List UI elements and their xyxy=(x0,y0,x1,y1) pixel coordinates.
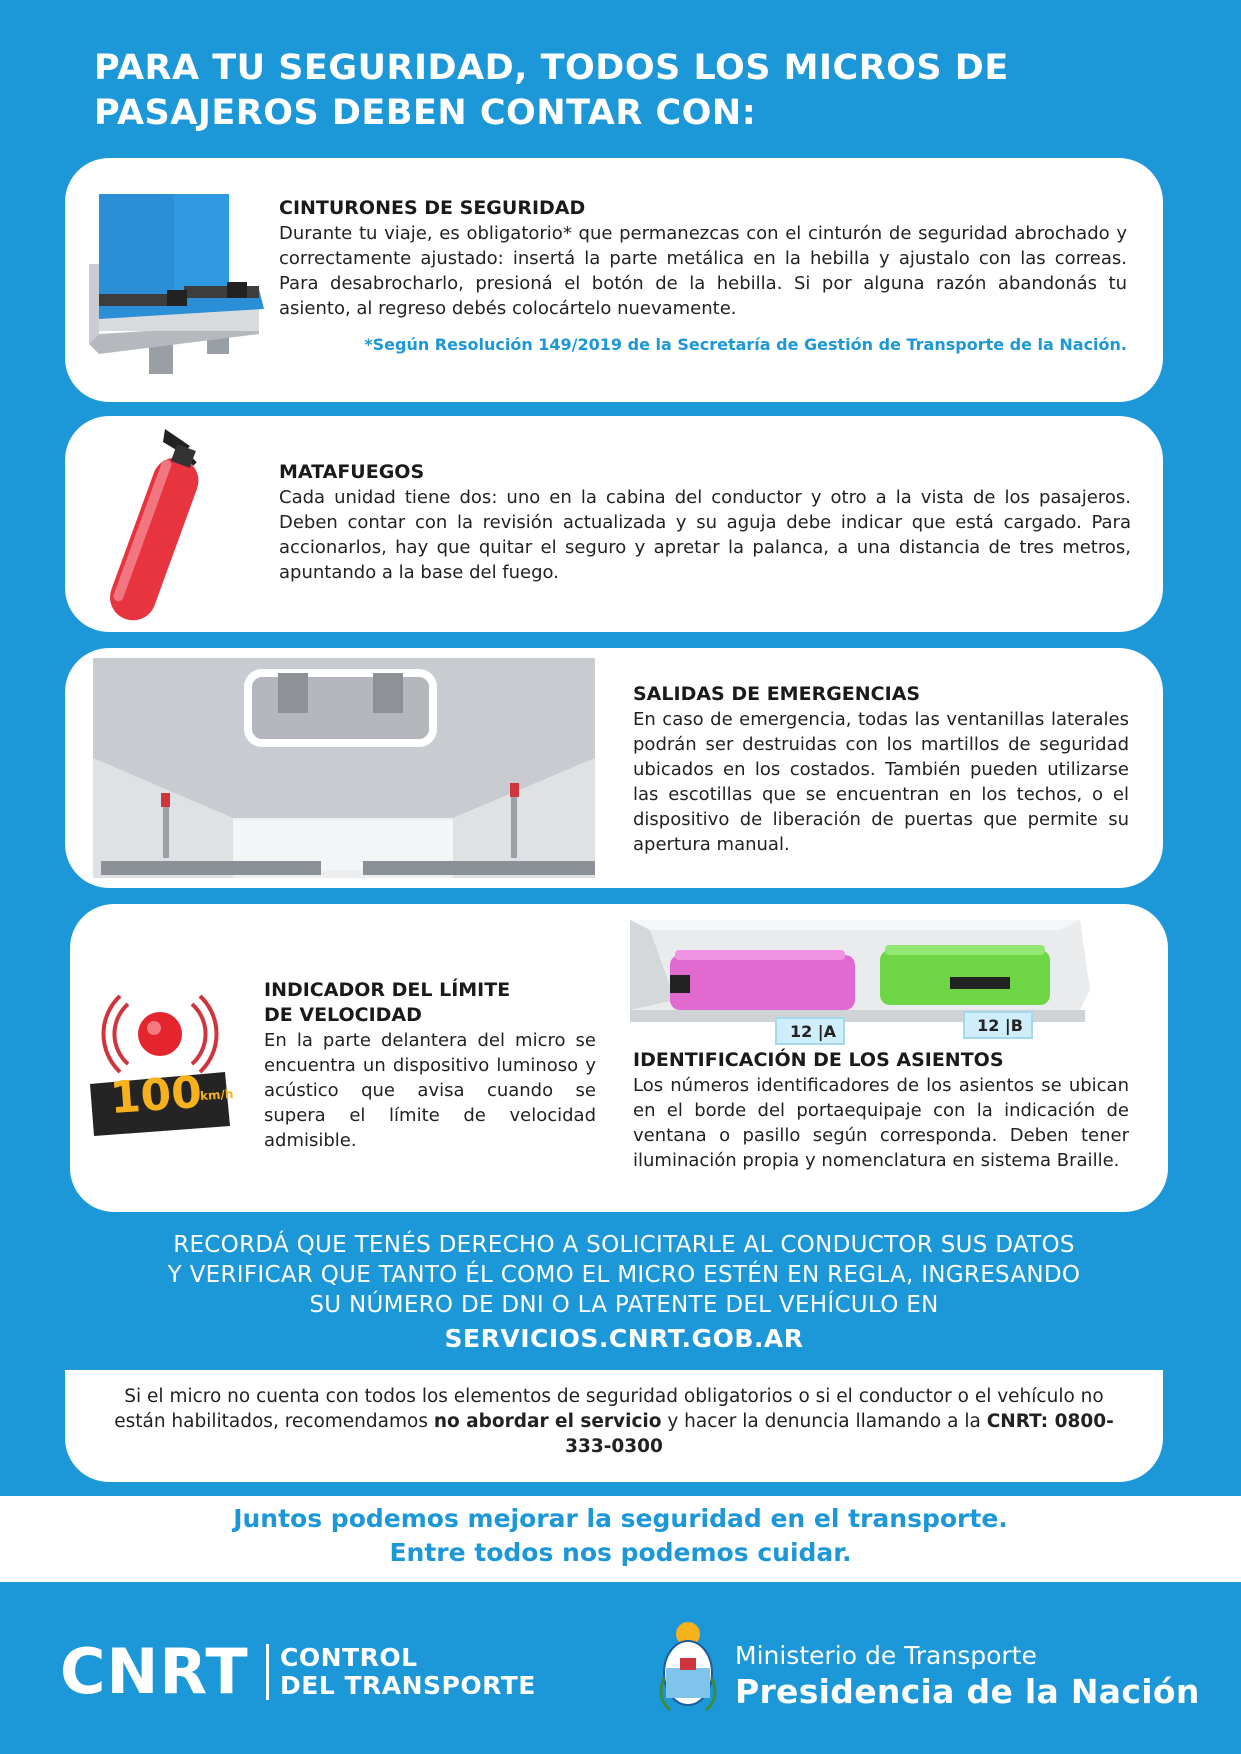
seat-label-aisle: 12 |B xyxy=(977,1016,1023,1035)
fire-extinguisher-title: MATAFUEGOS xyxy=(279,461,425,483)
seatbelt-card xyxy=(65,158,1163,402)
regulation-note: *Según Resolución 149/2019 de la Secretaría de Gestión de Transporte de la Nación. xyxy=(364,335,1127,354)
footer xyxy=(0,1582,1241,1754)
headline-line-2: PASAJEROS DEBEN CONTAR CON: xyxy=(94,93,757,133)
rights-line-3: SU NÚMERO DE DNI O LA PATENTE DEL VEHÍCULO EN xyxy=(309,1292,939,1318)
headline-line-1: PARA TU SEGURIDAD, TODOS LOS MICROS DE xyxy=(94,48,1009,88)
seat-label-window: 12 |A xyxy=(789,1022,837,1041)
seat-id-text: Los números identificadores de los asientos se ubican en el borde del portaequipaje con la indicación de ventana o pasillo según corresponda. Deben tener iluminación propia y nomenclatura en sistema Braille. xyxy=(633,1075,1129,1171)
cnrt-logo: CNRT xyxy=(60,1635,249,1708)
speed-indicator-text: En la parte delantera del micro se encuentra un dispositivo luminoso y acústico que avisa cuando se supera el límite de velocidad admisible. xyxy=(264,1030,596,1151)
fire-extinguisher-text: Cada unidad tiene dos: uno en la cabina del conductor y otro a la vista de los pasajeros. Deben contar con la revisión actualizada y su aguja debe indicar que está cargado. Para accionarlos, hay que quitar el seguro y apretar la palanca, a una distancia de tres metros, apuntando a la base del fuego. xyxy=(279,487,1131,583)
rights-line-1: RECORDÁ QUE TENÉS DERECHO A SOLICITARLE AL CONDUCTOR SUS DATOS xyxy=(173,1232,1075,1258)
warning-emphasis: no abordar el servicio xyxy=(433,1411,662,1432)
rights-info xyxy=(94,1230,1154,1358)
national-coat-of-arms-icon xyxy=(656,1618,720,1718)
fire-extinguisher-illustration xyxy=(95,424,225,629)
logo-divider xyxy=(266,1644,269,1700)
warning-text-part-1: Si el micro no cuenta con todos los elementos de seguridad obligatorios o si el conductor o el vehículo no están habilitados, recomendamos xyxy=(114,1386,1104,1432)
warning-text xyxy=(65,1370,1163,1459)
bus-ceiling-illustration xyxy=(93,658,595,878)
seatbelt-title: CINTURONES DE SEGURIDAD xyxy=(279,197,586,219)
slogan-band xyxy=(0,1496,1241,1582)
speed-display-unit: km/h xyxy=(199,1086,234,1104)
emergency-exit-title: SALIDAS DE EMERGENCIAS xyxy=(633,683,921,705)
fire-extinguisher-card xyxy=(65,416,1163,632)
slogan-line-2: Entre todos nos podemos cuidar. xyxy=(389,1538,852,1567)
rights-line-2: Y VERIFICAR QUE TANTO ÉL COMO EL MICRO ESTÉN EN REGLA, INGRESANDO xyxy=(167,1262,1081,1288)
services-link[interactable]: SERVICIOS.CNRT.GOB.AR xyxy=(444,1324,804,1353)
page-headline xyxy=(94,46,1154,136)
seatbelt-text: Durante tu viaje, es obligatorio* que permanezcas con el cinturón de seguridad abrochado y correctamente ajustado: insertá la parte metálica en la hebilla y ajustalo con las correas. Para desabrocharlo, presioná el botón de la hebilla. Si por alguna razón abandonás tu asiento, al regreso debés colocártelo nuevamente. xyxy=(279,223,1127,319)
speed-indicator-title-line-2: DE VELOCIDAD xyxy=(264,1004,422,1026)
warning-box xyxy=(65,1370,1163,1482)
speed-and-seats-card xyxy=(70,904,1168,1212)
cnrt-phone: CNRT: 0800-333-0300 xyxy=(565,1411,1114,1457)
warning-text-part-2: y hacer la denuncia llamando a la xyxy=(661,1411,987,1432)
presidency-name: Presidencia de la Nación xyxy=(735,1672,1200,1711)
cnrt-subtitle xyxy=(280,1644,536,1700)
speed-display-value: 100 xyxy=(108,1066,204,1125)
speed-indicator-title-line-1: INDICADOR DEL LÍMITE xyxy=(264,979,511,1001)
emergency-exit-card xyxy=(65,648,1163,888)
cnrt-subtitle-line-2: DEL TRANSPORTE xyxy=(280,1671,536,1700)
ministry-name: Ministerio de Transporte xyxy=(735,1641,1037,1670)
cnrt-subtitle-line-1: CONTROL xyxy=(280,1643,418,1672)
slogan-line-1: Juntos podemos mejorar la seguridad en el transporte. xyxy=(233,1504,1008,1533)
ministry-block xyxy=(735,1638,1200,1710)
seat-id-title: IDENTIFICACIÓN DE LOS ASIENTOS xyxy=(633,1049,1004,1071)
emergency-exit-text: En caso de emergencia, todas las ventanillas laterales podrán ser destruidas con los martillos de seguridad ubicados en los costados. También pueden utilizarse las escotillas que se encuentran en los techos, o el dispositivo de liberación de puertas que permite su apertura manual. xyxy=(633,709,1129,855)
